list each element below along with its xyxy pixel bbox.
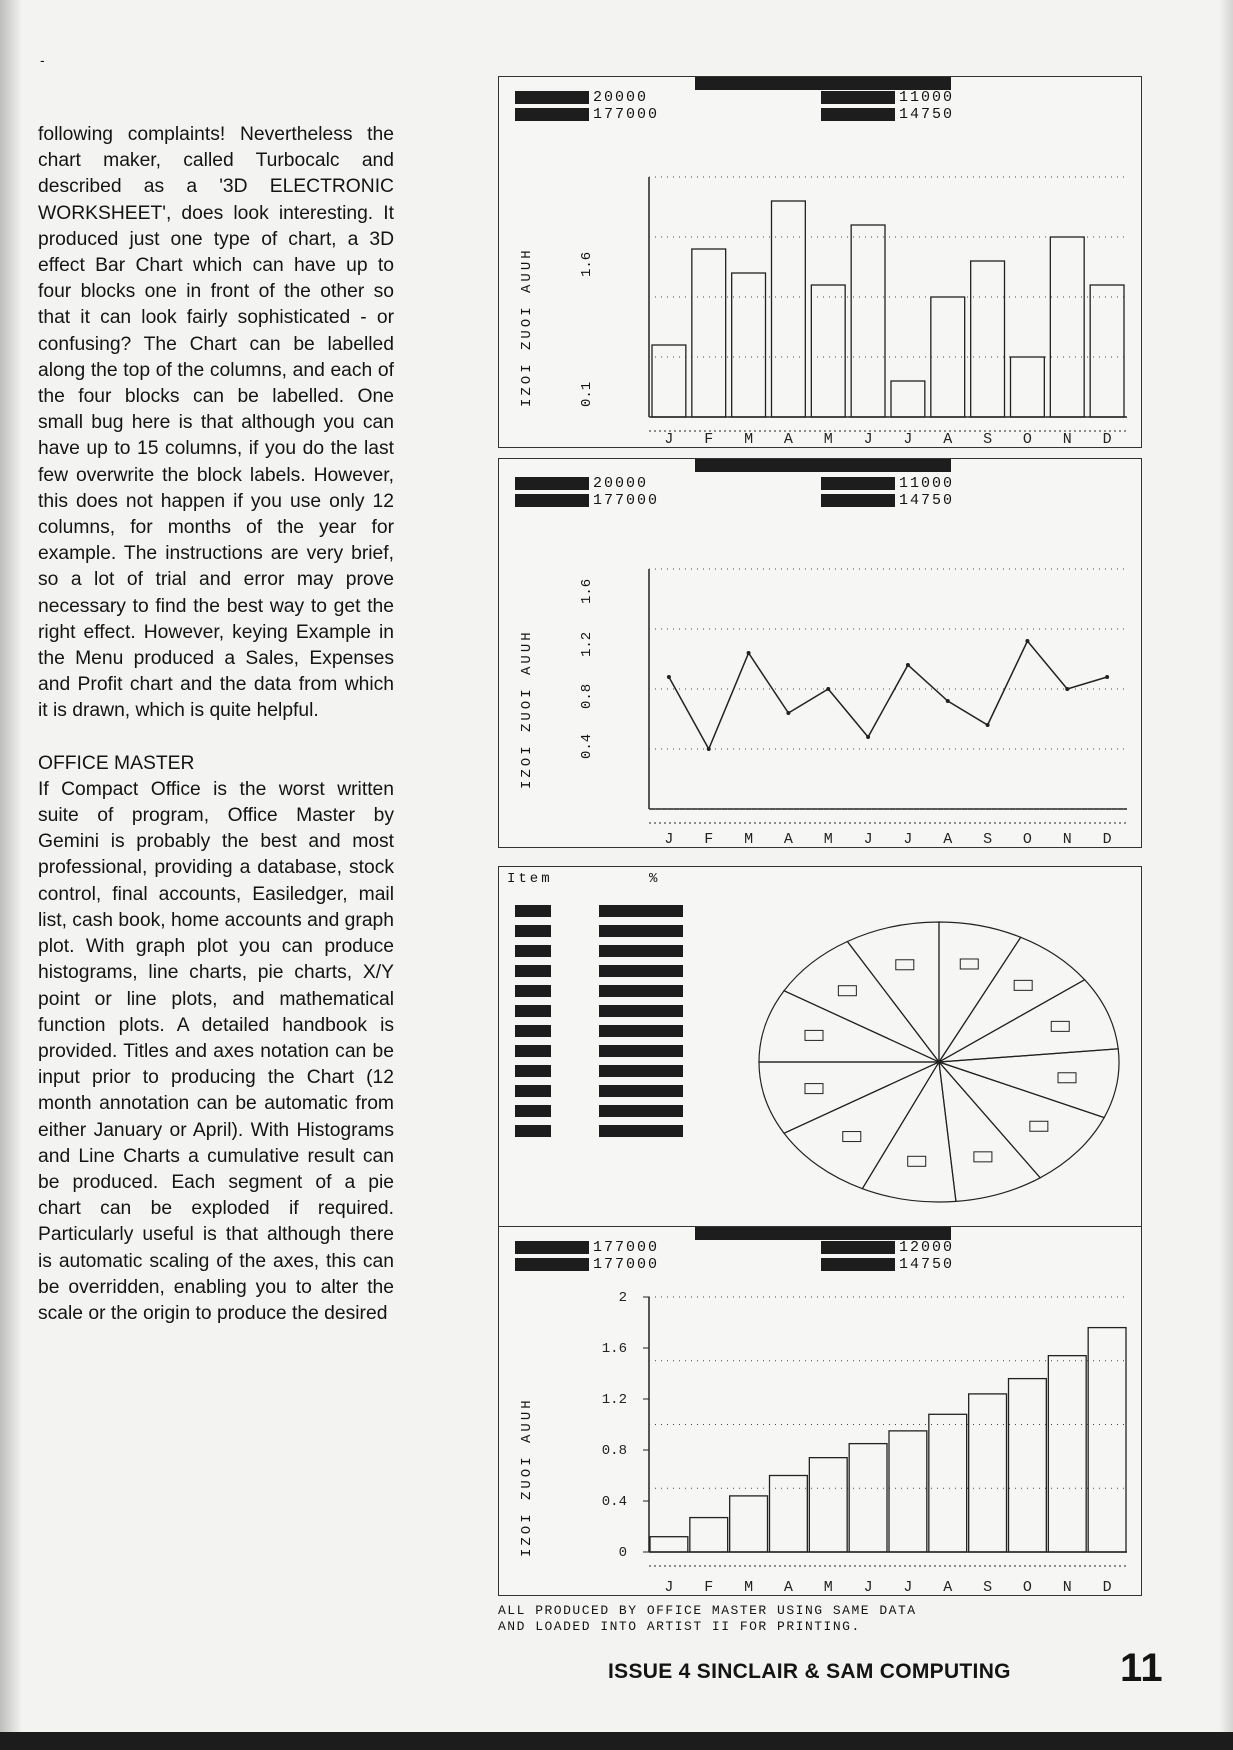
paragraph-turbocalc: following complaints! Nevertheless the chart maker, called Turbocalc and described as a '3D ELECTRONIC WORKSHEET', does look interesting. It produced just one type of chart, a 3D effect Bar Chart which can have up to four blocks one in front of the other so that it can look fairly sophisticated - or confusing? The Chart can be labelled along the top of the columns, and each of the four blocks can be labelled. One small bug here is that although you can have up to 15 columns, if you do the last few overwrite the block labels. However, this does not happen if you use only 12 columns, for months of the year for example. The instructions are very brief, so a lot of trial and error may prove necessary to find the best way to get the right effect. However, keying Example in the Menu produced a Sales, Expenses and Profit chart and the data from which it is drawn, which is quite helpful. — [38, 124, 394, 722]
y-tick-label: 1.6 — [579, 251, 595, 277]
x-tick-label: O — [1022, 431, 1032, 447]
slice-label — [896, 960, 914, 970]
stat-average: 14750 — [899, 1256, 955, 1273]
line-plot — [499, 459, 1141, 847]
data-point — [667, 675, 671, 679]
x-tick-label: M — [823, 831, 833, 847]
legend-value-block — [599, 1085, 683, 1097]
bar — [889, 1431, 927, 1552]
x-tick-label: D — [1102, 831, 1112, 847]
x-tick-label: F — [704, 1579, 714, 1595]
pie-slice — [939, 922, 1021, 1062]
bar — [851, 225, 885, 417]
x-tick-label: J — [863, 431, 873, 447]
bar — [730, 1496, 768, 1552]
bar — [1011, 357, 1045, 417]
page-edge-shadow — [0, 0, 22, 1750]
legend-item-block — [515, 1025, 551, 1037]
stat-max: 177000 — [593, 1239, 660, 1256]
scan-mark: - — [40, 52, 45, 68]
bar — [1088, 1328, 1126, 1552]
stat-average: 14750 — [899, 106, 955, 123]
slice-label — [843, 1132, 861, 1142]
x-tick-label: S — [983, 1579, 993, 1595]
page-footer — [608, 1646, 1163, 1690]
bar — [732, 273, 766, 417]
x-tick-label: M — [744, 1579, 754, 1595]
pie-header-percent: % — [649, 871, 658, 887]
slice-label — [1014, 980, 1032, 990]
legend-item-block — [515, 905, 551, 917]
legend-value-block — [599, 1065, 683, 1077]
pie-slice — [939, 1062, 1104, 1178]
x-tick-label: A — [943, 1579, 953, 1595]
x-tick-label: M — [823, 1579, 833, 1595]
bar — [849, 1444, 887, 1552]
page-right-shadow — [1219, 0, 1233, 1750]
bar — [929, 1414, 967, 1552]
bar — [652, 345, 686, 417]
x-tick-label: S — [983, 831, 993, 847]
x-tick-label: O — [1022, 1579, 1032, 1595]
bar — [772, 201, 806, 417]
x-tick-label: J — [863, 1579, 873, 1595]
y-tick-label: 0.4 — [579, 733, 595, 759]
slice-label — [960, 959, 978, 969]
heading-office-master: OFFICE MASTER — [38, 752, 195, 774]
y-tick-label: 0.8 — [579, 683, 595, 709]
legend-item-block — [515, 1045, 551, 1057]
pie-plot — [499, 867, 1141, 1227]
y-axis-label: IZOI ZUOI AUUH — [519, 1397, 535, 1557]
cumulative-plot — [499, 1227, 1141, 1595]
stat-total: 177000 — [593, 106, 660, 123]
stat-min: 12000 — [899, 1239, 955, 1256]
scan-bottom-edge — [0, 1732, 1233, 1750]
slice-label — [838, 986, 856, 996]
legend-value-block — [599, 925, 683, 937]
caption-line-1: ALL PRODUCED BY OFFICE MASTER USING SAME DATA — [498, 1603, 917, 1618]
y-tick-label: 1.2 — [579, 631, 595, 657]
x-tick-label: M — [744, 831, 754, 847]
legend-item-block — [515, 1065, 551, 1077]
pie-slice — [939, 937, 1085, 1062]
bar — [1090, 285, 1124, 417]
series-line — [669, 641, 1107, 749]
bar — [1050, 237, 1084, 417]
slice-label — [1051, 1021, 1069, 1031]
paragraph-office-master: If Compact Office is the worst written suite of program, Office Master by Gemini is probably the best and most professional, providing a database, stock control, final accounts, Easiledger, mail list, cash book, home accounts and graph plot. With graph plot you can produce histograms, line charts, pie charts, X/Y point or line plots, and mathematical function plots. A detailed handbook is provided. Titles and axes notation can be input prior to producing the Chart (12 month annotation can be automatic from either January or April). With Histograms and Line Charts a cumulative result can be produced. Each segment of a pie chart can be exploded if required. Particularly useful is that although there is automatic scaling of the axes, this can be overridden, enabling you to alter the scale or the origin to produce the desired — [38, 778, 394, 1324]
line-chart-panel — [498, 458, 1142, 848]
cumulative-chart-panel — [498, 1226, 1142, 1596]
bar — [770, 1476, 808, 1553]
x-tick-label: A — [943, 431, 953, 447]
pie-slice — [862, 1062, 956, 1202]
x-tick-label: J — [903, 1579, 913, 1595]
legend-value-block — [599, 1025, 683, 1037]
caption-line-2: AND LOADED INTO ARTIST II FOR PRINTING. — [498, 1619, 861, 1634]
stat-total: 177000 — [593, 1256, 660, 1273]
bar — [1009, 1379, 1047, 1552]
y-tick-label: 2 — [618, 1290, 627, 1306]
x-tick-label: F — [704, 831, 714, 847]
histogram-plot — [499, 77, 1141, 447]
footer-issue: ISSUE 4 SINCLAIR & SAM COMPUTING — [608, 1660, 1011, 1683]
legend-item-block — [515, 1105, 551, 1117]
bar — [811, 285, 845, 417]
histogram-chart-panel — [498, 76, 1142, 448]
slice-label — [805, 1030, 823, 1040]
data-point — [906, 663, 910, 667]
y-tick-label: 0.8 — [601, 1443, 627, 1459]
x-tick-label: N — [1062, 1579, 1072, 1595]
x-tick-label: M — [823, 431, 833, 447]
legend-value-block — [599, 1105, 683, 1117]
data-point — [826, 687, 830, 691]
x-tick-label: N — [1062, 431, 1072, 447]
pie-slice — [759, 1062, 939, 1133]
x-tick-label: M — [744, 431, 754, 447]
stat-total: 177000 — [593, 492, 660, 509]
pie-header-item: Item — [507, 871, 553, 887]
y-tick-label: 1.2 — [601, 1392, 627, 1408]
pie-slice — [784, 1062, 939, 1189]
slice-label — [1030, 1121, 1048, 1131]
stat-average: 14750 — [899, 492, 955, 509]
x-tick-label: F — [704, 431, 714, 447]
pie-slice — [939, 1049, 1119, 1118]
y-tick-label: 0 — [618, 1545, 627, 1561]
data-point — [747, 651, 751, 655]
x-tick-label: A — [783, 431, 793, 447]
legend-value-block — [599, 965, 683, 977]
x-tick-label: A — [783, 831, 793, 847]
x-tick-label: D — [1102, 1579, 1112, 1595]
slice-label — [1058, 1073, 1076, 1083]
bar — [692, 249, 726, 417]
bar — [891, 381, 925, 417]
stat-min: 11000 — [899, 89, 955, 106]
x-tick-label: O — [1022, 831, 1032, 847]
legend-item-block — [515, 1085, 551, 1097]
x-tick-label: D — [1102, 431, 1112, 447]
bar — [809, 1458, 847, 1552]
slice-label — [805, 1084, 823, 1094]
y-tick-label: 0.4 — [601, 1494, 627, 1510]
bar — [690, 1518, 728, 1552]
data-point — [1025, 639, 1029, 643]
legend-value-block — [599, 1005, 683, 1017]
data-point — [1105, 675, 1109, 679]
x-tick-label: S — [983, 431, 993, 447]
x-tick-label: A — [943, 831, 953, 847]
data-point — [866, 735, 870, 739]
x-tick-label: J — [903, 831, 913, 847]
x-tick-label: N — [1062, 831, 1072, 847]
y-tick-label: 0.1 — [579, 381, 595, 407]
bar — [971, 261, 1005, 417]
legend-value-block — [599, 945, 683, 957]
slice-label — [974, 1152, 992, 1162]
legend-value-block — [599, 1125, 683, 1137]
pie-slice — [939, 1062, 1040, 1201]
legend-value-block — [599, 985, 683, 997]
legend-item-block — [515, 985, 551, 997]
bar — [650, 1537, 688, 1552]
legend-item-block — [515, 1125, 551, 1137]
x-tick-label: J — [863, 831, 873, 847]
y-tick-label: 1.6 — [579, 578, 595, 604]
legend-value-block — [599, 905, 683, 917]
figure-caption — [498, 1603, 917, 1635]
bar — [969, 1394, 1007, 1552]
article-column — [38, 122, 394, 1327]
data-point — [707, 747, 711, 751]
x-tick-label: J — [664, 831, 674, 847]
bar — [1048, 1356, 1086, 1552]
bar — [931, 297, 965, 417]
y-axis-label: IZOI ZUOI AUUH — [519, 247, 535, 407]
page-number: 11 — [1120, 1646, 1163, 1690]
y-axis-label: IZOI ZUOI AUUH — [519, 629, 535, 789]
legend-item-block — [515, 1005, 551, 1017]
x-tick-label: J — [664, 1579, 674, 1595]
legend-item-block — [515, 925, 551, 937]
data-point — [786, 711, 790, 715]
slice-label — [908, 1156, 926, 1166]
x-tick-label: J — [664, 431, 674, 447]
legend-value-block — [599, 1045, 683, 1057]
data-point — [986, 723, 990, 727]
stat-max: 20000 — [593, 475, 649, 492]
stat-max: 20000 — [593, 89, 649, 106]
data-point — [946, 699, 950, 703]
x-tick-label: J — [903, 431, 913, 447]
y-tick-label: 1.6 — [601, 1341, 627, 1357]
stat-min: 11000 — [899, 475, 955, 492]
x-tick-label: A — [783, 1579, 793, 1595]
data-point — [1065, 687, 1069, 691]
legend-item-block — [515, 965, 551, 977]
pie-chart-panel — [498, 866, 1142, 1228]
legend-item-block — [515, 945, 551, 957]
